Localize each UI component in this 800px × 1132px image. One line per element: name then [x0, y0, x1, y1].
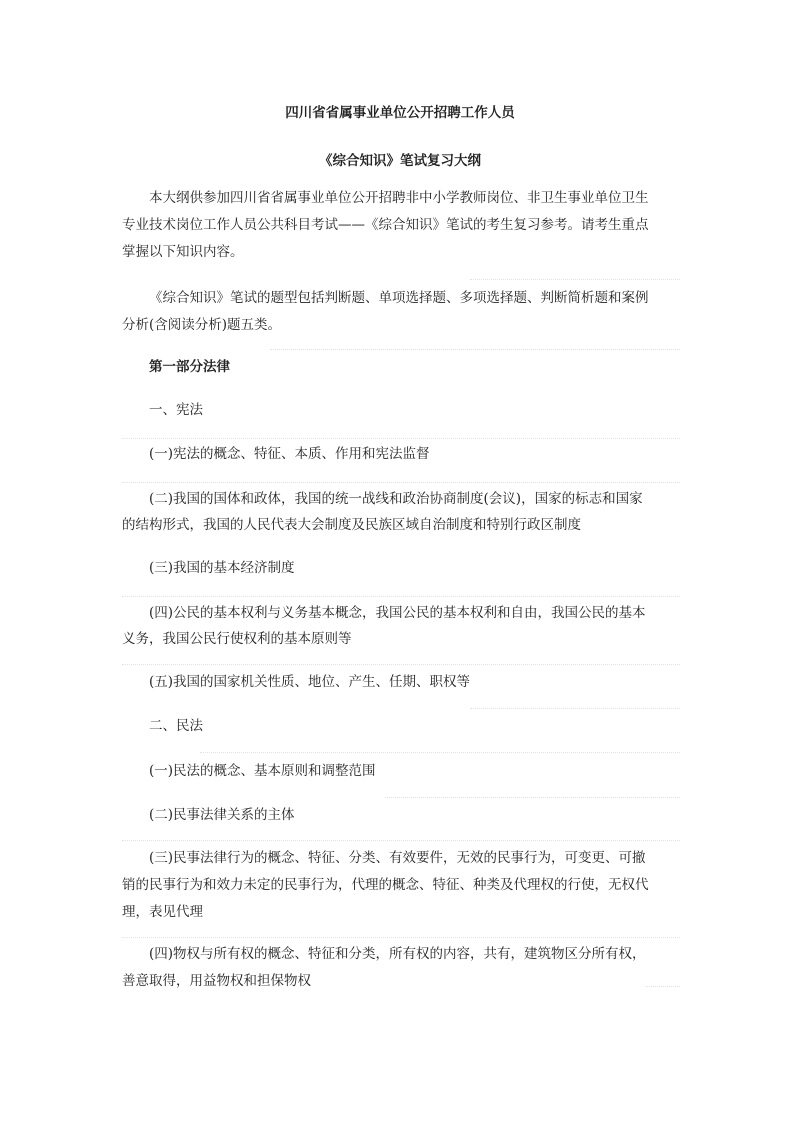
section-1-item-4-line-1: (四)公民的基本权利与义务基本概念，我国公民的基本权利和自由，我国公民的基本 [149, 605, 646, 621]
intro-line-1: 本大纲供参加四川省省属事业单位公开招聘非中小学教师岗位、非卫生事业单位卫生 [149, 190, 649, 206]
types-line-1: 《综合知识》笔试的题型包括判断题、单项选择题、多项选择题、判断简析题和案例 [149, 290, 649, 306]
section-2-item-3-line-1: (三)民事法律行为的概念、特征、分类、有效要件，无效的民事行为，可变更、可撤 [149, 850, 646, 866]
divider [270, 349, 680, 350]
section-2-item-1: (一)民法的概念、基本原则和调整范围 [149, 763, 376, 779]
section-1-item-2-line-2: 的结构形式，我国的人民代表大会制度及民族区域自治制度和特别行政区制度 [122, 517, 581, 533]
section-2-item-3-line-3: 理，表见代理 [122, 904, 203, 920]
section-1-item-1: (一)宪法的概念、特征、本质、作用和宪法监督 [149, 446, 430, 462]
divider [122, 664, 680, 665]
intro-line-2: 专业技术岗位工作人员公共科目考试——《综合知识》笔试的考生复习参考。请考生重点 [122, 217, 649, 233]
divider [200, 752, 680, 753]
section-1-item-2-line-1: (二)我国的国体和政体，我国的统一战线和政治协商制度(会议)，国家的标志和国家 [149, 491, 643, 507]
divider [470, 279, 680, 280]
divider [122, 482, 680, 483]
divider [122, 438, 680, 439]
section-1-item-3: (三)我国的基本经济制度 [149, 560, 295, 576]
section-2-heading: 二、民法 [149, 718, 203, 734]
divider [122, 840, 680, 841]
intro-line-3: 掌握以下知识内容。 [122, 244, 244, 260]
section-1-item-4-line-2: 义务，我国公民行使权利的基本原则等 [122, 631, 352, 647]
divider [385, 797, 680, 798]
section-2-item-4-line-2: 善意取得，用益物权和担保物权 [122, 973, 311, 989]
document-title: 四川省省属事业单位公开招聘工作人员 [285, 105, 515, 121]
divider [122, 596, 680, 597]
section-1-heading: 一、宪法 [149, 402, 203, 418]
part-1-title: 第一部分法律 [149, 359, 230, 375]
divider [122, 937, 680, 938]
document-subtitle: 《综合知识》笔试复习大纲 [319, 153, 481, 169]
section-2-item-4-line-1: (四)物权与所有权的概念、特征和分类，所有权的内容，共有，建筑物区分所有权， [149, 946, 646, 962]
divider [470, 708, 680, 709]
types-line-2: 分析(含阅读分析)题五类。 [122, 317, 282, 333]
section-2-item-2: (二)民事法律关系的主体 [149, 807, 295, 823]
section-1-item-5: (五)我国的国家机关性质、地位、产生、任期、职权等 [149, 674, 471, 690]
section-2-item-3-line-2: 销的民事行为和效力未定的民事行为，代理的概念、特征、种类及代理权的行使，无权代 [122, 877, 649, 893]
divider [645, 986, 680, 987]
